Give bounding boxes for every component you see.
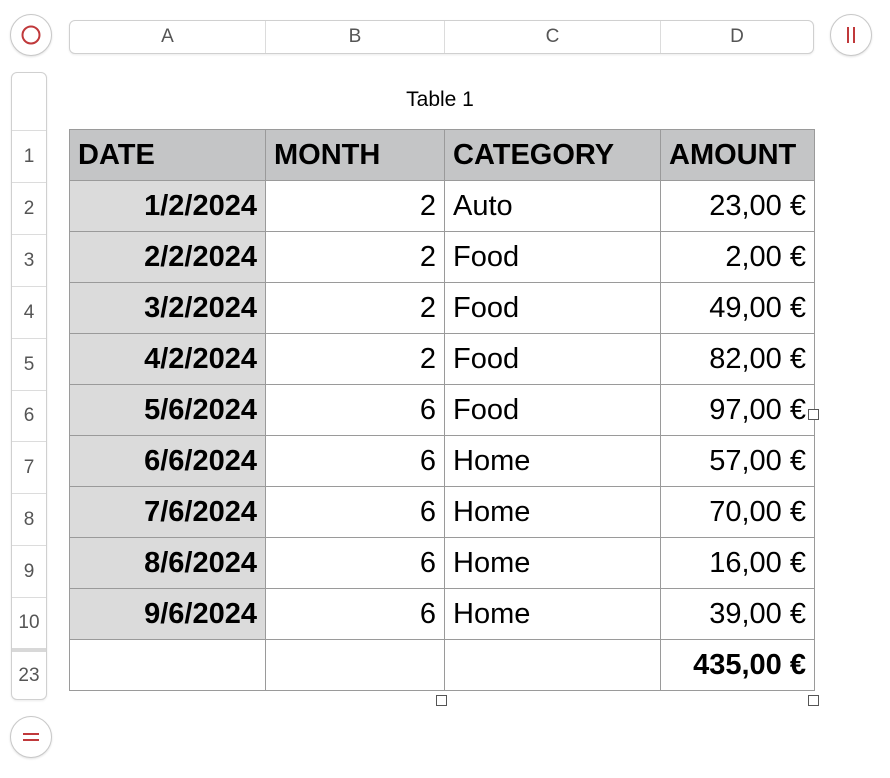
circle-icon bbox=[20, 24, 42, 46]
date-cell[interactable]: 6/6/2024 bbox=[70, 436, 266, 487]
add-row-icon bbox=[20, 726, 42, 748]
row-resize-handle[interactable] bbox=[436, 695, 447, 706]
row-header[interactable]: 3 bbox=[12, 234, 46, 286]
column-header-bar bbox=[69, 20, 814, 54]
add-column-icon bbox=[840, 24, 862, 46]
category-cell[interactable]: Food bbox=[445, 283, 661, 334]
table-row bbox=[70, 385, 815, 436]
amount-cell[interactable]: 82,00 € bbox=[661, 334, 815, 385]
table-title[interactable]: Table 1 bbox=[406, 88, 474, 111]
date-cell[interactable]: 4/2/2024 bbox=[70, 334, 266, 385]
add-column-button[interactable] bbox=[830, 14, 872, 56]
date-cell[interactable]: 8/6/2024 bbox=[70, 538, 266, 589]
footer-date-cell[interactable] bbox=[70, 640, 266, 691]
footer-row bbox=[70, 640, 815, 691]
table-row bbox=[70, 283, 815, 334]
table-row bbox=[70, 538, 815, 589]
table-row bbox=[70, 334, 815, 385]
date-cell[interactable]: 9/6/2024 bbox=[70, 589, 266, 640]
row-header[interactable]: 23 bbox=[12, 648, 46, 700]
date-cell[interactable]: 7/6/2024 bbox=[70, 487, 266, 538]
amount-cell[interactable]: 23,00 € bbox=[661, 181, 815, 232]
column-header-a[interactable]: A bbox=[70, 21, 266, 53]
month-cell[interactable]: 6 bbox=[266, 436, 445, 487]
month-cell[interactable]: 2 bbox=[266, 334, 445, 385]
header-row bbox=[70, 130, 815, 181]
row-header[interactable]: 6 bbox=[12, 390, 46, 441]
header-cell-category[interactable]: CATEGORY bbox=[445, 130, 661, 181]
table-row bbox=[70, 181, 815, 232]
column-header-b[interactable]: B bbox=[266, 21, 445, 53]
category-cell[interactable]: Home bbox=[445, 589, 661, 640]
date-cell[interactable]: 5/6/2024 bbox=[70, 385, 266, 436]
table-row bbox=[70, 589, 815, 640]
category-cell[interactable]: Food bbox=[445, 232, 661, 283]
footer-category-cell[interactable] bbox=[445, 640, 661, 691]
header-cell-month[interactable]: MONTH bbox=[266, 130, 445, 181]
add-row-button[interactable] bbox=[10, 716, 52, 758]
row-header[interactable]: 10 bbox=[12, 597, 46, 648]
column-resize-handle[interactable] bbox=[808, 409, 819, 420]
header-cell-amount[interactable]: AMOUNT bbox=[661, 130, 815, 181]
row-header[interactable]: 4 bbox=[12, 286, 46, 338]
category-cell[interactable]: Home bbox=[445, 436, 661, 487]
spreadsheet-table bbox=[69, 129, 815, 691]
select-table-button[interactable] bbox=[10, 14, 52, 56]
category-cell[interactable]: Food bbox=[445, 334, 661, 385]
month-cell[interactable]: 6 bbox=[266, 385, 445, 436]
amount-cell[interactable]: 16,00 € bbox=[661, 538, 815, 589]
column-header-c[interactable]: C bbox=[445, 21, 661, 53]
category-cell[interactable]: Food bbox=[445, 385, 661, 436]
row-header[interactable]: 5 bbox=[12, 338, 46, 390]
table-row bbox=[70, 232, 815, 283]
table-row bbox=[70, 436, 815, 487]
category-cell[interactable]: Auto bbox=[445, 181, 661, 232]
month-cell[interactable]: 6 bbox=[266, 487, 445, 538]
date-cell[interactable]: 3/2/2024 bbox=[70, 283, 266, 334]
amount-cell[interactable]: 49,00 € bbox=[661, 283, 815, 334]
month-cell[interactable]: 2 bbox=[266, 232, 445, 283]
month-cell[interactable]: 6 bbox=[266, 538, 445, 589]
month-cell[interactable]: 2 bbox=[266, 181, 445, 232]
row-header-bar bbox=[11, 72, 47, 700]
corner-resize-handle[interactable] bbox=[808, 695, 819, 706]
month-cell[interactable]: 6 bbox=[266, 589, 445, 640]
table-row bbox=[70, 487, 815, 538]
category-cell[interactable]: Home bbox=[445, 538, 661, 589]
amount-cell[interactable]: 97,00 € bbox=[661, 385, 815, 436]
header-cell-date[interactable]: DATE bbox=[70, 130, 266, 181]
row-header[interactable]: 7 bbox=[12, 441, 46, 493]
amount-cell[interactable]: 39,00 € bbox=[661, 589, 815, 640]
row-header[interactable]: 1 bbox=[12, 130, 46, 182]
row-header[interactable]: 2 bbox=[12, 182, 46, 234]
month-cell[interactable]: 2 bbox=[266, 283, 445, 334]
amount-cell[interactable]: 70,00 € bbox=[661, 487, 815, 538]
column-header-d[interactable]: D bbox=[730, 26, 744, 47]
date-cell[interactable]: 1/2/2024 bbox=[70, 181, 266, 232]
date-cell[interactable]: 2/2/2024 bbox=[70, 232, 266, 283]
row-header[interactable]: 8 bbox=[12, 493, 46, 545]
total-amount-cell[interactable]: 435,00 € bbox=[661, 640, 815, 691]
footer-month-cell[interactable] bbox=[266, 640, 445, 691]
category-cell[interactable]: Home bbox=[445, 487, 661, 538]
amount-cell[interactable]: 57,00 € bbox=[661, 436, 815, 487]
row-header[interactable]: 9 bbox=[12, 545, 46, 597]
amount-cell[interactable]: 2,00 € bbox=[661, 232, 815, 283]
